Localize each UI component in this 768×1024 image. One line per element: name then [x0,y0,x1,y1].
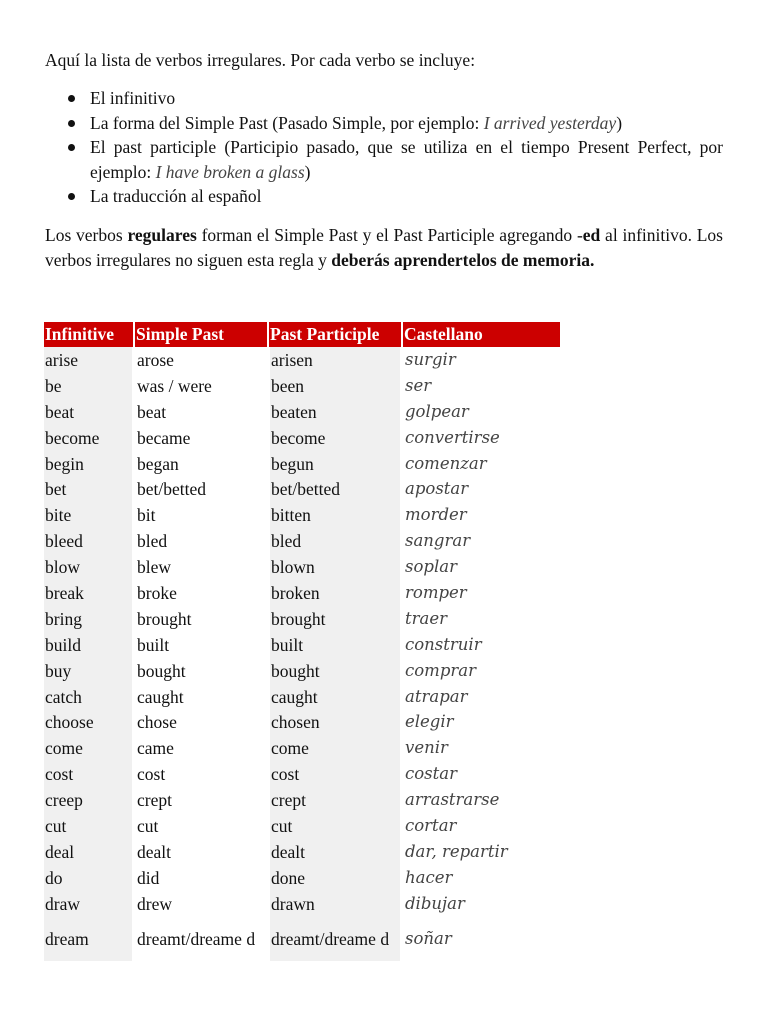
cell-past-participle: built [268,632,402,658]
table-row [44,580,560,606]
cell-past-participle: drawn [268,891,402,917]
cell-castellano: dibujar [402,891,560,917]
cell-simple-past: did [134,865,268,891]
table-row [44,502,560,528]
table-header-row [44,322,560,347]
cell-infinitive: build [44,632,134,658]
cell-simple-past: came [134,735,268,761]
cell-infinitive: catch [44,684,134,710]
cell-infinitive: choose [44,709,134,735]
table-row [44,839,560,865]
bullet-text-end: ) [616,112,623,133]
bullet-text: El infinitivo [90,88,176,108]
cell-castellano: construir [402,632,560,658]
bullet-item [45,86,723,111]
header-past-participle: Past Participle [268,322,402,347]
document-body [45,48,723,273]
cell-simple-past: became [134,425,268,451]
cell-past-participle: been [268,373,402,399]
table-row [44,761,560,787]
cell-simple-past: bought [134,658,268,684]
paragraph-text: Los verbos [45,224,128,245]
cell-past-participle: become [268,425,402,451]
cell-simple-past: dreamt/dreame d [134,917,268,961]
table-row [44,632,560,658]
paragraph-bold: ed [582,224,601,245]
cell-simple-past: cost [134,761,268,787]
table-row [44,658,560,684]
table-row [44,684,560,710]
cell-simple-past: bled [134,528,268,554]
cell-infinitive: come [44,735,134,761]
cell-castellano: venir [402,735,560,761]
cell-simple-past: arose [134,347,268,373]
cell-castellano: atrapar [402,684,560,710]
table-row [44,476,560,502]
cell-castellano: soñar [402,917,560,961]
bullet-dot-icon [68,193,75,200]
paragraph-bold: deberás aprendertelos de memoria. [331,249,595,270]
cell-simple-past: dealt [134,839,268,865]
bullet-item [45,135,723,184]
paragraph-text: al infinitivo. Los verbos irregulares no siguen esta regla y [45,224,723,270]
cell-castellano: costar [402,761,560,787]
table-row [44,554,560,580]
table-row [44,865,560,891]
cell-infinitive: become [44,425,134,451]
cell-past-participle: blown [268,554,402,580]
intro-text: Aquí la lista de verbos irregulares. Por cada verbo se incluye: [45,50,476,70]
bullet-item [45,184,723,209]
bullet-item [45,111,723,136]
table-row [44,917,560,961]
cell-castellano: apostar [402,476,560,502]
cell-castellano: golpear [402,399,560,425]
cell-past-participle: chosen [268,709,402,735]
table-row [44,735,560,761]
cell-castellano: comprar [402,658,560,684]
cell-simple-past: crept [134,787,268,813]
cell-infinitive: do [44,865,134,891]
cell-past-participle: bitten [268,502,402,528]
cell-castellano: cortar [402,813,560,839]
cell-castellano: convertirse [402,425,560,451]
cell-past-participle: dealt [268,839,402,865]
bullet-text: La forma del Simple Past (Pasado Simple, por ejemplo: [90,112,484,133]
table-row [44,891,560,917]
cell-infinitive: draw [44,891,134,917]
cell-simple-past: broke [134,580,268,606]
table-row [44,347,560,373]
cell-past-participle: bought [268,658,402,684]
cell-past-participle: bled [268,528,402,554]
table-row [44,813,560,839]
cell-castellano: soplar [402,554,560,580]
cell-infinitive: creep [44,787,134,813]
bullet-example: I have broken a glass [155,161,305,182]
cell-simple-past: beat [134,399,268,425]
table-row [44,606,560,632]
cell-past-participle: brought [268,606,402,632]
cell-infinitive: cut [44,813,134,839]
cell-past-participle: crept [268,787,402,813]
cell-infinitive: be [44,373,134,399]
cell-simple-past: brought [134,606,268,632]
bullet-dot-icon [68,144,75,151]
cell-simple-past: cut [134,813,268,839]
cell-simple-past: drew [134,891,268,917]
cell-infinitive: bet [44,476,134,502]
table-row [44,528,560,554]
table-row [44,373,560,399]
cell-infinitive: begin [44,451,134,477]
bullet-text-end: ) [304,161,311,182]
cell-past-participle: beaten [268,399,402,425]
cell-infinitive: break [44,580,134,606]
cell-infinitive: blow [44,554,134,580]
cell-castellano: ser [402,373,560,399]
table-row [44,425,560,451]
cell-simple-past: bet/betted [134,476,268,502]
cell-infinitive: bite [44,502,134,528]
cell-simple-past: chose [134,709,268,735]
cell-infinitive: buy [44,658,134,684]
cell-simple-past: built [134,632,268,658]
cell-simple-past: blew [134,554,268,580]
cell-infinitive: deal [44,839,134,865]
cell-castellano: sangrar [402,528,560,554]
cell-castellano: traer [402,606,560,632]
cell-infinitive: cost [44,761,134,787]
bullet-text: El past participle (Participio pasado, que se utiliza en el tiempo Present Perfect, por ejemplo: [90,137,723,182]
table-row [44,709,560,735]
cell-past-participle: bet/betted [268,476,402,502]
cell-past-participle: done [268,865,402,891]
rules-paragraph [45,223,723,273]
cell-castellano: romper [402,580,560,606]
bullet-list [45,86,723,209]
cell-infinitive: dream [44,917,134,961]
bullet-example: I arrived yesterday [483,112,617,133]
cell-past-participle: caught [268,684,402,710]
cell-past-participle: cut [268,813,402,839]
cell-infinitive: bring [44,606,134,632]
cell-past-participle: begun [268,451,402,477]
cell-simple-past: caught [134,684,268,710]
cell-past-participle: come [268,735,402,761]
cell-castellano: dar, repartir [402,839,560,865]
cell-infinitive: beat [44,399,134,425]
cell-infinitive: bleed [44,528,134,554]
cell-simple-past: bit [134,502,268,528]
header-infinitive: Infinitive [44,322,134,347]
cell-castellano: comenzar [402,451,560,477]
bullet-dot-icon [68,120,75,127]
cell-past-participle: cost [268,761,402,787]
cell-castellano: elegir [402,709,560,735]
cell-simple-past: began [134,451,268,477]
cell-castellano: surgir [402,347,560,373]
cell-simple-past: was / were [134,373,268,399]
header-simple-past: Simple Past [134,322,268,347]
cell-infinitive: arise [44,347,134,373]
cell-castellano: morder [402,502,560,528]
bullet-text: La traducción al español [90,186,262,206]
cell-past-participle: dreamt/dreame d [268,917,402,961]
cell-past-participle: broken [268,580,402,606]
cell-past-participle: arisen [268,347,402,373]
table-row [44,399,560,425]
bullet-dot-icon [68,95,75,102]
cell-castellano: arrastrarse [402,787,560,813]
paragraph-text: forman el Simple Past y el Past Participle agregando - [196,224,583,245]
paragraph-bold: regulares [127,224,197,245]
table-body [44,347,560,961]
cell-castellano: hacer [402,865,560,891]
irregular-verbs-table [44,322,560,961]
table-row [44,451,560,477]
table-row [44,787,560,813]
header-castellano: Castellano [402,322,560,347]
